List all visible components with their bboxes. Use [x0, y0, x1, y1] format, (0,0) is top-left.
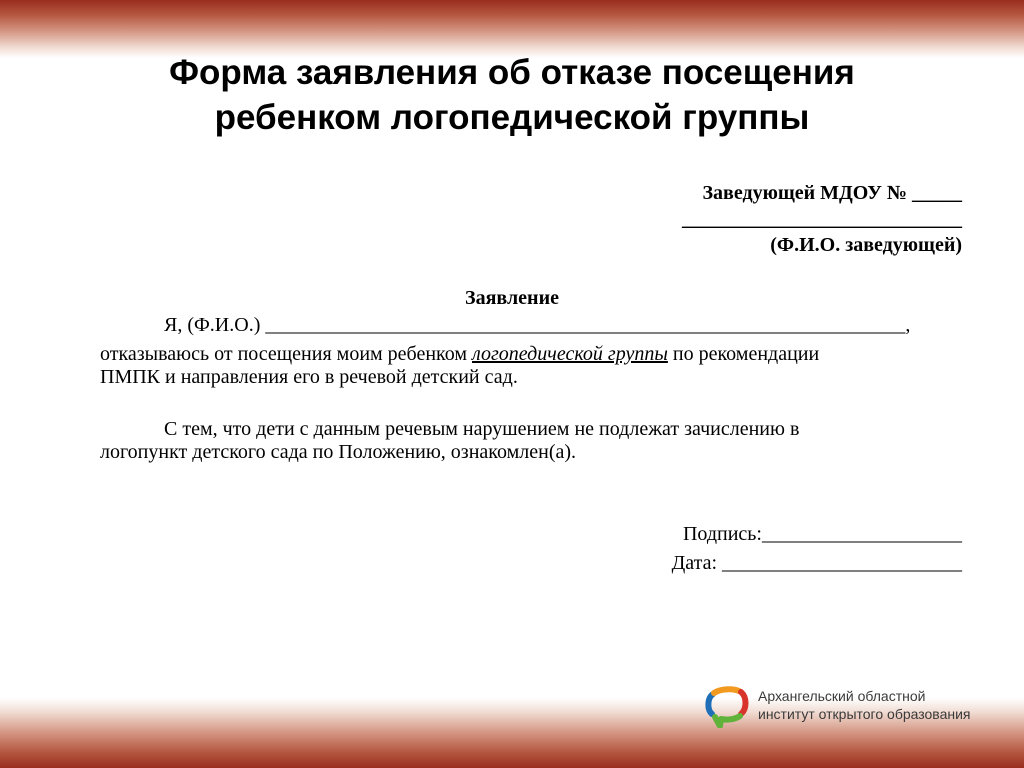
date-line: Дата: ________________________ — [671, 552, 962, 574]
title-line-2: ребенком логопедической группы — [214, 98, 810, 137]
signature-block — [622, 520, 962, 578]
statement-paragraph-2 — [100, 418, 960, 464]
statement-heading: Заявление — [465, 287, 559, 309]
addressee-line-3: (Ф.И.О. заведующей) — [770, 234, 962, 256]
organization-logo — [704, 686, 1014, 730]
signature-line: Подпись:____________________ — [682, 523, 962, 545]
paragraph-2-line-2: логопункт детского сада по Положению, ознакомлен(а). — [100, 441, 577, 463]
paragraph-1-line-2-start: отказываюсь от посещения моим ребенком — [100, 343, 473, 365]
paragraph-1-line-1: Я, (Ф.И.О.) ________________________________________________________________, — [164, 314, 911, 336]
paragraph-1-line-2 — [100, 343, 960, 366]
addressee-block — [602, 180, 962, 258]
paragraph-1-line-3: ПМПК и направления его в речевой детский сад. — [100, 366, 518, 388]
speech-group-emphasis: логопедической группы — [472, 343, 668, 365]
addressee-line-1: Заведующей МДОУ № _____ — [702, 182, 962, 204]
page-title — [0, 50, 1024, 140]
title-line-1: Форма заявления об отказе посещения — [169, 53, 855, 92]
speech-bubble-logo-icon — [704, 686, 750, 728]
organization-name-line-1: Архангельский областной — [758, 688, 926, 704]
organization-name — [758, 687, 971, 723]
statement-paragraph-1 — [100, 314, 960, 389]
paragraph-2-line-1: С тем, что дети с данным речевым нарушением не подлежат зачислению в — [164, 418, 800, 440]
paragraph-1-line-2-end: по рекомендации — [667, 343, 820, 365]
organization-name-line-2: институт открытого образования — [758, 706, 971, 722]
addressee-line-2: ____________________________ — [682, 208, 962, 230]
